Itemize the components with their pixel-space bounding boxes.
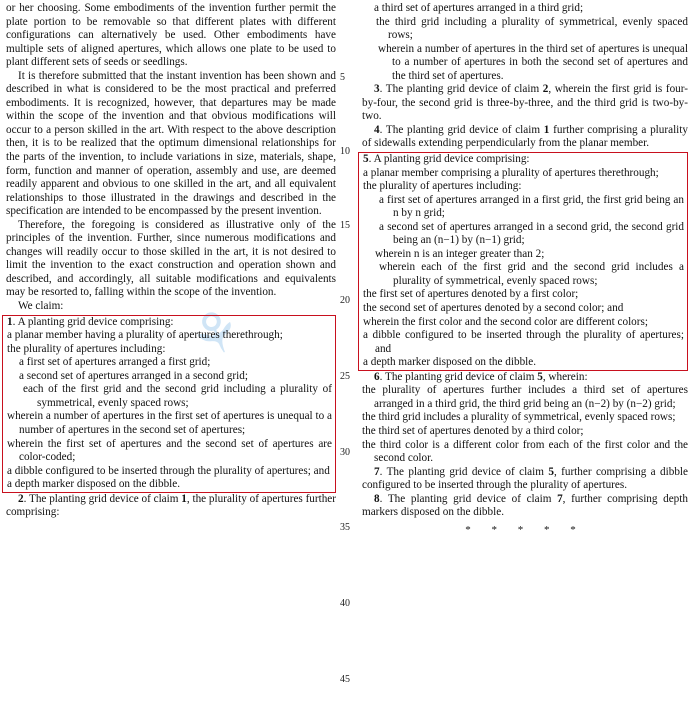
- line-number: 5: [340, 72, 345, 83]
- claim-7: 7. The planting grid device of claim 5, further comprising a dibble configured to be inserted through the plurality of apertures.: [362, 465, 688, 492]
- claim-5-line: the first set of apertures denoted by a first color;: [363, 288, 579, 301]
- line-number: 25: [340, 371, 350, 382]
- line-number: 40: [340, 598, 350, 609]
- line-number: 15: [340, 220, 350, 231]
- paragraph-embodiments: or her choosing. Some embodiments of the invention further permit the plate portion to be removable so that different plates with different configurations can alternatively be used. Other embodiments have multiple sets of aligned apertures, which allows one plate to be used to plant different sets of seeds or seedlings.: [6, 2, 336, 69]
- claim-5-line: wherein n is an integer greater than 2;: [375, 247, 545, 260]
- claim-5-line: a planar member comprising a plurality of apertures therethrough;: [363, 166, 659, 179]
- claim-5-line: a first set of apertures arranged in a first grid, the first grid being an n by n grid;: [379, 193, 684, 220]
- line-number: 30: [340, 447, 350, 458]
- claim-1-line: wherein a number of apertures in the first set of apertures is unequal to a number of apertures in the second set of apertures;: [7, 410, 332, 436]
- claim-3: 3. The planting grid device of claim 2, wherein the first grid is four-by-four, the second grid is three-by-three, and the third grid is two-by-two.: [362, 83, 689, 123]
- claim-5-line: wherein each of the first grid and the second grid includes a plurality of symmetrical, evenly spaced rows;: [379, 261, 684, 287]
- claim-5-line: the plurality of apertures including:: [363, 180, 522, 193]
- claim-6-line: the third color is a different color from each of the first color and the second color.: [362, 438, 688, 465]
- claim-8: 8. The planting grid device of claim 7, further comprising depth markers disposed on the dibble.: [362, 492, 688, 519]
- line-number: 10: [340, 146, 350, 157]
- claim-6-line: the third set of apertures denoted by a third color;: [362, 424, 584, 437]
- claim-1-line: wherein the first set of apertures and the second set of apertures are color-coded;: [7, 437, 332, 464]
- paragraph-submitted: It is therefore submitted that the instant invention has been shown and described in what is considered to be the most practical and preferred embodiments. It is recognized, however, that departures may be made within the scope of the invention and that obvious modifications will occur to a person skilled in the art. With respect to the above description then, it is to be realized that the optimum dimensional relationships for the parts of the invention, to include variations in size, materials, shape, form, function and manner of operation, assembly and use, are deemed readily apparent and obvious to one skilled in the art, and all equivalent relationships to those illustrated in the drawings and described in the specification are intended to be encompassed by the present invention.: [6, 69, 336, 218]
- claim-6-heading: 6. The planting grid device of claim 5, wherein:: [374, 370, 588, 383]
- claim-1-line: the plurality of apertures including:: [7, 342, 166, 355]
- claim-5-line: a second set of apertures arranged in a second grid, the second grid being an (n−1) by (n−1) grid;: [379, 220, 684, 247]
- line-number: 45: [340, 674, 350, 685]
- claim-6-line: the plurality of apertures further includes a third set of apertures arranged in a third grid, the third grid being an (n−2) by (n−2) grid;: [362, 384, 688, 410]
- claim-2-intro: 2. The planting grid device of claim 1, the plurality of apertures further comprising:: [6, 492, 337, 519]
- paragraph-foregoing: Therefore, the foregoing is considered as illustrative only of the principles of the invention. Further, since numerous modifications and changes will readily occur to those skilled in the art, it is not desired to limit the invention to the exact construction and operation shown and described, and accordingly, all suitable modifications and equivalents may be resorted to, falling within the scope of the invention.: [6, 218, 336, 299]
- claim-5-line: the second set of apertures denoted by a second color; and: [363, 302, 624, 315]
- claim-1-line: a dibble configured to be inserted through the plurality of apertures; and: [7, 464, 330, 477]
- watermark-logo: ⚘: [179, 292, 253, 376]
- claim-5-line: a depth marker disposed on the dibble.: [363, 356, 537, 369]
- right-column: [362, 2, 688, 537]
- line-number: 35: [340, 522, 350, 533]
- claim-1-heading: 1. A planting grid device comprising:: [7, 315, 174, 328]
- line-number: 20: [340, 295, 350, 306]
- claim-2-line: a third set of apertures arranged in a third grid;: [374, 2, 584, 14]
- claim-1-line: a first set of apertures arranged a first grid;: [19, 356, 211, 369]
- end-marks: * * * * *: [465, 523, 585, 536]
- claim-2-line: wherein a number of apertures in the third set of apertures is unequal to a number of apertures in both the second set of apertures and the third set of apertures.: [378, 42, 688, 82]
- claim-1-line: a second set of apertures arranged in a second grid;: [19, 369, 248, 382]
- claim-5-line: a dibble configured to be inserted through the plurality of apertures; and: [363, 329, 684, 355]
- claim-1-line: a planar member having a plurality of apertures therethrough;: [7, 329, 283, 342]
- claim-5-heading: 5. A planting grid device comprising:: [363, 153, 530, 166]
- claim-2-line: the third grid including a plurality of symmetrical, evenly spaced rows;: [376, 15, 688, 42]
- claim-6-line: the third grid includes a plurality of symmetrical, evenly spaced rows;: [362, 411, 676, 424]
- left-column: [6, 2, 336, 520]
- claim-1-line: a depth marker disposed on the dibble.: [7, 478, 181, 491]
- claim-4: 4. The planting grid device of claim 1 further comprising a plurality of sidewalls extending perpendicularly from the planar member.: [362, 123, 688, 150]
- claim-5-line: wherein the first color and the second color are different colors;: [363, 315, 648, 328]
- claim-1-highlight-box: [2, 315, 336, 493]
- claim-5-highlight-box: [358, 152, 688, 371]
- claim-1-line: each of the first grid and the second grid including a plurality of symmetrical, evenly spaced rows;: [23, 383, 332, 409]
- we-claim-heading: We claim:: [18, 300, 64, 313]
